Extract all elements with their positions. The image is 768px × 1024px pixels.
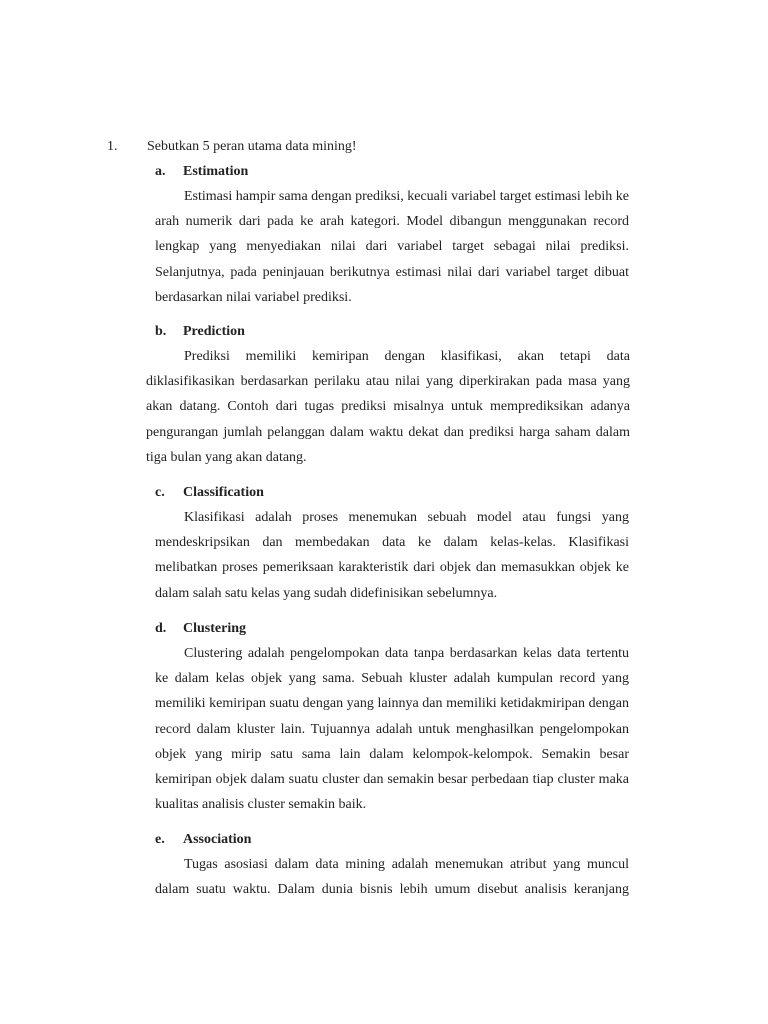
section-letter: a.	[155, 164, 166, 179]
section-heading	[155, 480, 264, 505]
question-number: 1.	[107, 139, 118, 154]
section-body: Prediksi memiliki kemiripan dengan klasifikasi, akan tetapi data diklasifikasikan berdasarkan perilaku atau nilai yang diperkirakan pada masa yang akan datang. Contoh dari tugas prediksi misalnya untuk memprediksikan adanya pengurangan jumlah pelanggan dalam waktu dekat dan prediksi harga saham dalam tiga bulan yang akan datang.	[146, 349, 630, 465]
section-title: Clustering	[183, 621, 246, 636]
section-heading	[155, 159, 248, 184]
question-text: Sebutkan 5 peran utama data mining!	[147, 139, 357, 154]
section-body: Klasifikasi adalah proses menemukan sebuah model atau fungsi yang mendeskripsikan dan membedakan data ke dalam kelas-kelas. Klasifikasi melibatkan proses pemeriksaan karakteristik dari objek dan memasukkan objek ke dalam salah satu kelas yang sudah didefinisikan sebelumnya.	[155, 510, 629, 601]
section-letter: b.	[155, 324, 167, 339]
section-title: Prediction	[183, 324, 245, 339]
section-title: Estimation	[183, 164, 249, 179]
section-heading	[155, 827, 251, 852]
section-title: Classification	[183, 485, 264, 500]
section-letter: e.	[155, 832, 165, 847]
section-letter: c.	[155, 485, 165, 500]
section-body: Estimasi hampir sama dengan prediksi, kecuali variabel target estimasi lebih ke arah numerik dari pada ke arah kategori. Model dibangun menggunakan record lengkap yang menyediakan nilai dari variabel target sebagai nilai prediksi. Selanjutnya, pada peninjauan berikutnya estimasi nilai dari variabel target dibuat berdasarkan nilai variabel prediksi.	[155, 189, 629, 305]
section-heading	[155, 616, 246, 641]
section-heading	[155, 319, 245, 344]
section-letter: d.	[155, 621, 167, 636]
section-body: Clustering adalah pengelompokan data tanpa berdasarkan kelas data tertentu ke dalam kelas objek yang sama. Sebuah kluster adalah kumpulan record yang memiliki kemiripan suatu dengan yang lainnya dan memiliki ketidakmiripan dengan record dalam kluster lain. Tujuannya adalah untuk menghasilkan pengelompokan objek yang mirip satu sama lain dalam kelompok-kelompok. Semakin besar kemiripan objek dalam suatu cluster dan semakin besar perbedaan tiap cluster maka kualitas analisis cluster semakin baik.	[155, 646, 629, 813]
section-body: Tugas asosiasi dalam data mining adalah menemukan atribut yang muncul dalam suatu waktu. Dalam dunia bisnis lebih umum disebut analisis keranjang	[155, 857, 629, 898]
section-title: Association	[183, 832, 252, 847]
